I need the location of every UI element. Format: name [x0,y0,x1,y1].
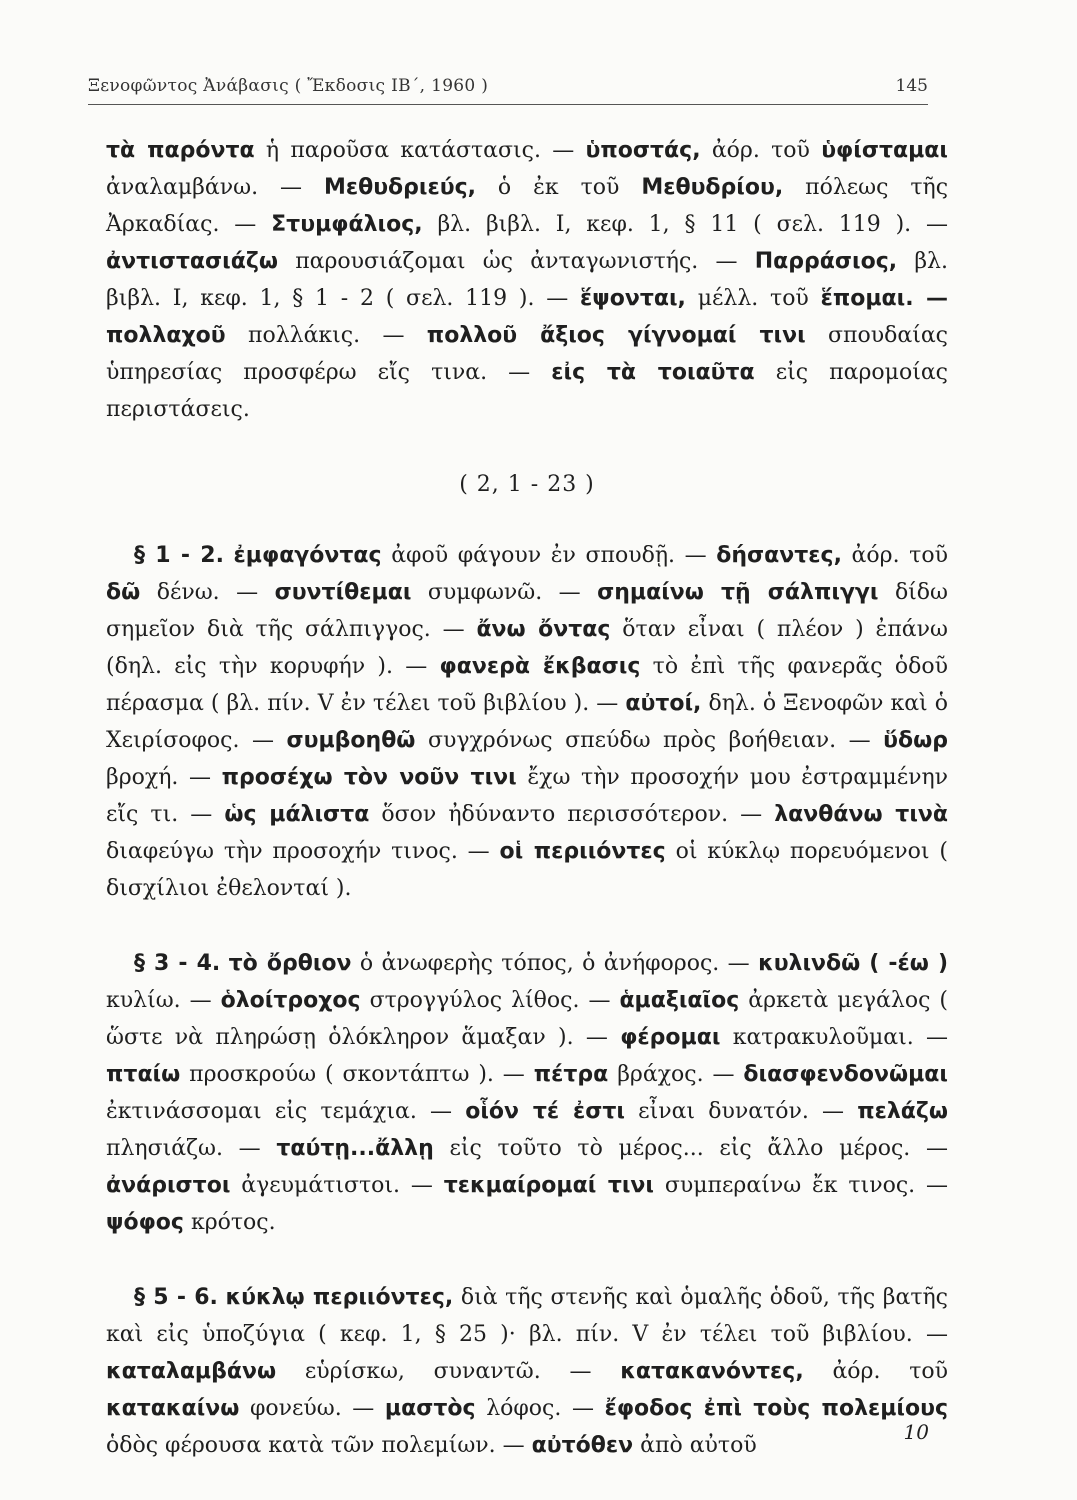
gloss: στρογγύλος λίθος. — [369,988,611,1013]
header-rule [88,104,928,105]
gloss: ἐκτινάσσομαι εἰς τεμάχια. — [106,1099,453,1124]
folio-signature: 10 [903,1420,929,1444]
lemma: ταύτῃ...ἄλλῃ [276,1136,434,1161]
lemma: λανθάνω τινὰ [774,802,949,827]
gloss: μέλλ. τοῦ [697,286,809,311]
lemma: αὐτοί, [625,691,702,716]
gloss: φονεύω. — [249,1396,375,1421]
lemma: καταλαμβάνω [106,1359,277,1384]
lemma: κατακανόντες, [620,1359,804,1384]
paragraph-1-2 [106,537,948,907]
gloss: κυλίω. — [106,988,212,1013]
gloss: πλησιάζω. — [106,1136,261,1161]
gloss: ὅσον ἠδύναντο περισσότερον. — [381,802,763,827]
lemma: ἄνω ὄντας [476,617,611,642]
gloss: σπουδαίας ὑπηρεσίας προσφέρω εἴς τινα. — [106,323,949,385]
lemma: ὑφίσταμαι [821,138,948,163]
lemma: ἕψονται, [580,286,686,311]
gloss: συμφωνῶ. — [427,580,581,605]
lemma: τὸ ὄρθιον [228,951,352,976]
lemma: ἐμφαγόντας [233,543,382,568]
lemma: φέρομαι [620,1025,721,1050]
lemma: τεκμαίρομαί τινι [443,1173,654,1198]
gloss: ἡ παροῦσα κατάστασις. — [265,138,575,163]
lemma: ψόφος [106,1210,184,1235]
gloss: κατρακυλοῦμαι. — [732,1025,949,1050]
lemma: πελάζω [857,1099,949,1124]
gloss: εὑρίσκω, συναντῶ. — [304,1359,592,1384]
lemma: Παρράσιος, [754,249,898,274]
lemma: ὑποστάς, [585,138,701,163]
gloss: δένω. — [156,580,259,605]
page-number: 145 [895,76,928,96]
section-mark: § 5 - 6. [134,1285,218,1310]
lemma: ὡς μάλιστα [224,802,370,827]
lemma: εἰς τὰ τοιαῦτα [551,360,755,385]
gloss: ἔχω τὴν προσοχήν μου ἐστραμμένην εἴς τι. — [106,765,949,827]
gloss: συγχρόνως σπεύδω πρὸς βοήθειαν. — [427,728,871,753]
gloss: τὸ ἐπὶ τῆς φανερᾶς ὁδοῦ πέρασμα ( βλ. πίν. V ἐν τέλει τοῦ βιβλίου ). — [106,654,948,716]
lemma: ἁμαξιαῖος [619,988,740,1013]
lemma: δῶ [106,580,141,605]
section-heading: ( 2, 1 - 23 ) [459,472,595,497]
gloss: πολλάκις. — [247,323,405,348]
lemma: σημαίνω τῇ σάλπιγγι [597,580,879,605]
paragraph-5-6 [106,1279,948,1464]
gloss: δηλ. ὁ Ξενοφῶν καὶ ὁ Χειρίσοφος. — [106,691,948,753]
section-mark: § 3 - 4. [134,951,221,976]
gloss: βλ. βιβλ. Ι, κεφ. 1, § 11 ( σελ. 119 ). — [437,212,949,237]
lemma: διασφενδονῶμαι [743,1062,948,1087]
lemma: ἀνάριστοι [106,1173,231,1198]
lemma: ἔφοδος ἐπὶ τοὺς πολεμίους [604,1396,949,1421]
gloss: ἀναλαμβάνω. — [106,175,302,200]
gloss: διαφεύγω τὴν προσοχήν τινος. — [106,839,490,864]
lemma: συμβοηθῶ [286,728,416,753]
lemma: οἷόν τέ ἐστι [465,1099,625,1124]
gloss: ἀγευμάτιστοι. — [241,1173,433,1198]
gloss: βράχος. — [617,1062,735,1087]
lemma: οἱ περιιόντες [499,839,666,864]
lemma: ἀντιστασιάζω [106,249,278,274]
gloss: βλ. βιβλ. Ι, κεφ. 1, § 1 - 2 ( σελ. 119 ). — [106,249,948,311]
gloss: πόλεως τῆς Ἀρκαδίας. — [106,175,949,237]
lemma: φανερὰ ἔκβασις [439,654,641,679]
lemma: προσέχω τὸν νοῦν τινι [221,765,517,790]
lemma: ἕπομαι. — [820,286,948,311]
gloss: βροχή. — [106,765,212,790]
gloss: ὁ ἀνωφερὴς τόπος, ὁ ἀνήφορος. — [359,951,750,976]
gloss: λόφος. — [486,1396,594,1421]
lemma: κυλινδῶ ( -έω ) [758,951,949,976]
lemma: Στυμφάλιος, [271,212,423,237]
gloss: ἀπὸ αὐτοῦ [640,1433,757,1458]
gloss: εἰς παρομοίας περιστάσεις. [106,360,948,422]
gloss: ἀόρ. τοῦ [851,543,948,568]
gloss: ἀόρ. τοῦ [832,1359,949,1384]
lemma: Μεθυδρίου, [641,175,784,200]
gloss: εἰς τοῦτο τὸ μέρος... εἰς ἄλλο μέρος. — [449,1136,948,1161]
running-head [88,68,928,108]
gloss: προσκρούω ( σκοντάπτω ). — [189,1062,525,1087]
paragraph-3-4 [106,945,948,1241]
gloss: διὰ τῆς στενῆς καὶ ὁμαλῆς ὁδοῦ, τῆς βατῆς καὶ εἰς ὑποζύγια ( κεφ. 1, § 25 )· βλ. πίν. V ἐν τέλει τοῦ βιβλίου. — [106,1285,948,1347]
gloss: εἶναι δυνατόν. — [638,1099,845,1124]
paragraph-intro [106,132,948,428]
running-title: Ξενοφῶντος Ἀνάβασις ( Ἔκδοσις ΙΒ΄, 1960 ) [88,76,489,96]
gloss: ὁδὸς φέρουσα κατὰ τῶν πολεμίων. — [106,1433,525,1458]
lemma: κύκλῳ περιιόντες, [225,1285,454,1310]
lemma: ὁλοίτροχος [220,988,361,1013]
lemma: αὐτόθεν [531,1433,634,1458]
gloss: ἀόρ. τοῦ [711,138,810,163]
lemma: πέτρα [533,1062,609,1087]
gloss: ἀρκετὰ μεγάλος ( ὥστε νὰ πληρώσῃ ὁλόκληρον ἅμαξαν ). — [106,988,948,1050]
gloss: ἀφοῦ φάγουν ἐν σπουδῇ. — [391,543,707,568]
lemma: συντίθεμαι [274,580,412,605]
gloss: ὅταν εἶναι ( πλέον ) ἐπάνω (δηλ. εἰς τὴν κορυφήν ). — [106,617,948,679]
lemma: Μεθυδριεύς, [323,175,476,200]
lemma: δήσαντες, [716,543,842,568]
section-mark: § 1 - 2. [134,543,224,568]
gloss: δίδω σημεῖον διὰ τῆς σάλπιγγος. — [106,580,948,642]
lemma: τὰ παρόντα [106,138,255,163]
lemma: πταίω [106,1062,181,1087]
lemma: μαστὸς [384,1396,476,1421]
gloss: ὁ ἐκ τοῦ [497,175,620,200]
lemma: κατακαίνω [106,1396,240,1421]
gloss: οἱ κύκλῳ πορευόμενοι ( δισχίλιοι ἐθελονταί ). [106,839,948,901]
lemma: ὕδωρ [883,728,948,753]
lemma: πολλαχοῦ [106,323,226,348]
lemma: πολλοῦ ἄξιος γίγνομαί τινι [426,323,806,348]
commentary-body [106,132,948,1464]
gloss: παρουσιάζομαι ὡς ἀνταγωνιστής. — [295,249,738,274]
gloss: κρότος. [190,1210,276,1235]
gloss: συμπεραίνω ἔκ τινος. — [664,1173,948,1198]
